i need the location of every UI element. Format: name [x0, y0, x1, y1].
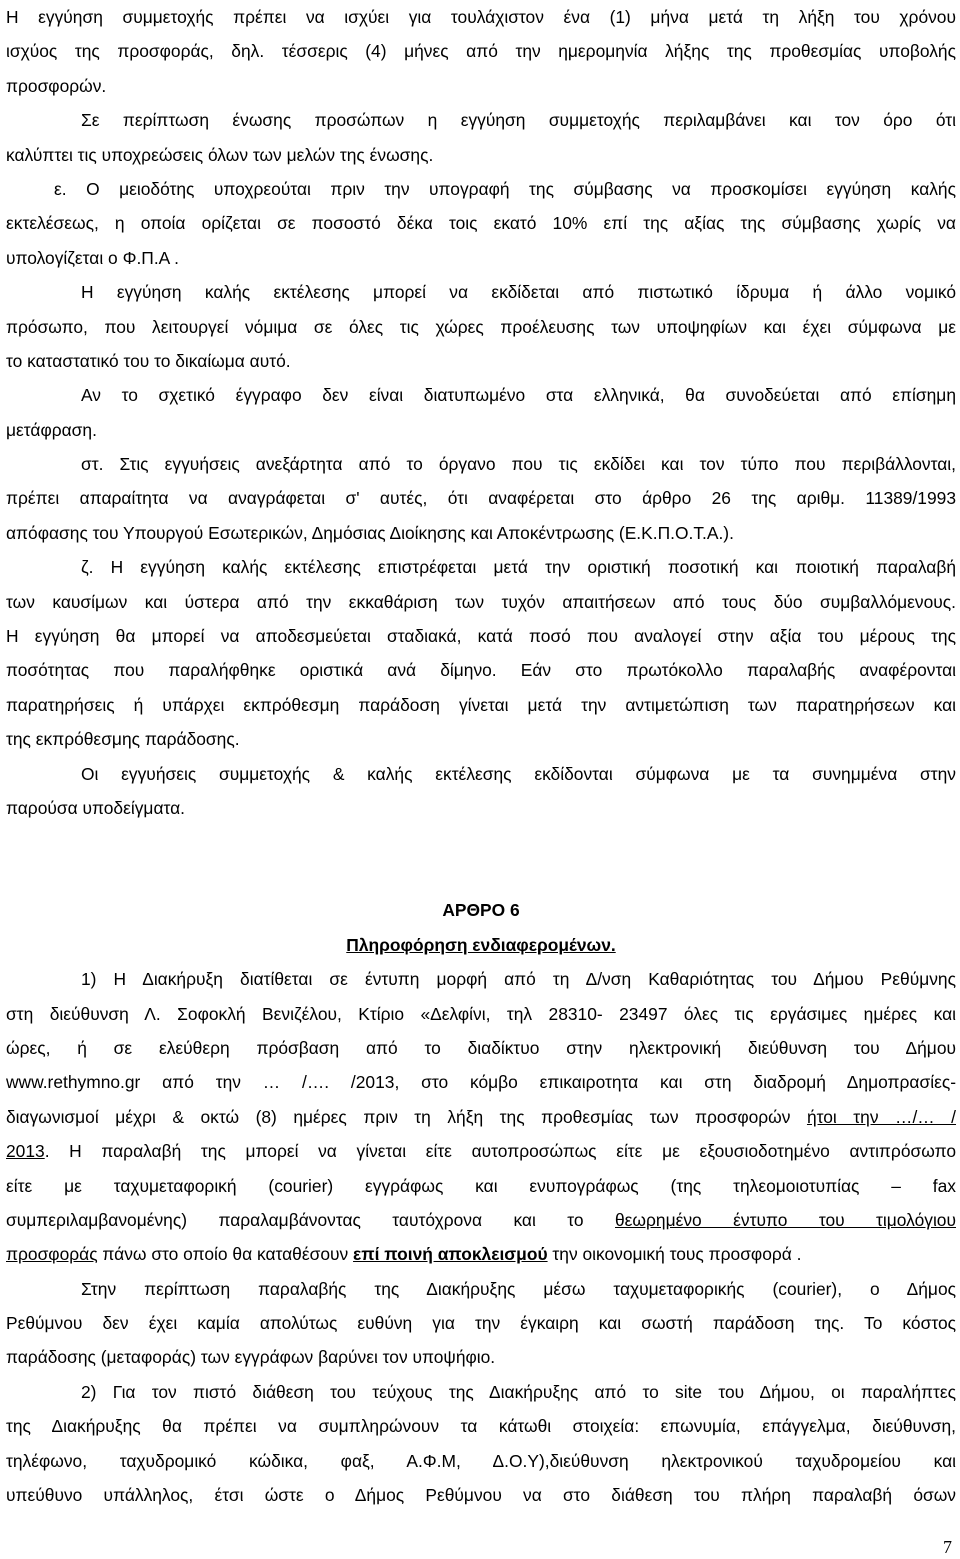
text-line: Σε περίπτωση ένωσης προσώπων η εγγύηση συμμετοχής περιλαμβάνει και τον όρο ότι — [81, 110, 956, 131]
text-line: παρούσα υποδείγματα. — [6, 797, 186, 818]
text-line: προσφορών. — [6, 75, 107, 96]
text-line: Η εγγύηση καλής εκτέλεσης μπορεί να εκδίδεται από πιστωτικό ίδρυμα ή άλλο νομικό — [81, 282, 956, 303]
underlined-form-end: προσφοράς — [6, 1244, 98, 1265]
text-line: πρέπει απαραίτητα να αναγράφεται σ' αυτές, ότι αναφέρεται στο άρθρο 26 της αριθμ. 11389/1993 — [6, 488, 956, 509]
text-line: Οι εγγυήσεις συμμετοχής & καλής εκτέλεσης εκδίδονται σύμφωνα με τα συνημμένα στην — [81, 763, 956, 784]
document-body — [6, 0, 956, 1512]
text-line: ποσότητας που παραλήφθηκε οριστικά ανά δίμηνο. Εάν στο πρωτόκολλο παραλαβής αναφέρονται — [6, 660, 956, 681]
top-paragraphs — [6, 0, 956, 825]
text-segment: . Η παραλαβή της μπορεί να γίνεται είτε αυτοπροσώπως είτε με εξουσιοδοτημένο αντιπρόσωπο — [44, 1141, 956, 1162]
text-line: Ρεθύμνου δεν έχει καμία απολύτως ευθύνη για την έγκαιρη και σωστή παράδοση της. Το κόστος — [6, 1313, 956, 1334]
article-heading: ΑΡΘΡΟ 6 — [442, 900, 520, 921]
text-line: εκτελέσεως, η οποία ορίζεται σε ποσοστό δέκα τοις εκατό 10% επί της αξίας της σύμβασης χωρίς να — [6, 213, 956, 234]
text-line: υπολογίζεται ο Φ.Π.Α . — [6, 247, 179, 268]
text-line — [6, 1203, 956, 1237]
text-segment: διαγωνισμοί μέχρι & οκτώ (8) ημέρες πριν τη λήξη της προθεσμίας των προσφορών — [6, 1106, 807, 1127]
text-line: απόφασης του Υπουργού Εσωτερικών, Δημόσιας Διοίκησης και Αποκέντρωσης (Ε.Κ.Π.Ο.Τ.Α.). — [6, 522, 734, 543]
text-line: παράδοσης (μεταφοράς) των εγγράφων βαρύνει τον υποψήφιο. — [6, 1347, 496, 1368]
text-line: υπεύθυνο υπάλληλος, έτσι ώστε ο Δήμος Ρεθύμνου να στο διάθεση του πλήρη παραλαβή όσων — [6, 1485, 956, 1506]
page-number: 7 — [943, 1537, 952, 1557]
text-line: στ. Στις εγγυήσεις ανεξάρτητα από το όργανο που τις εκδίδει και τον τύπο που περιβάλλονται, — [81, 454, 956, 475]
underlined-date: ήτοι την …/… / — [806, 1106, 957, 1127]
text-line: της εκπρόθεσμης παράδοσης. — [6, 729, 240, 750]
text-line — [6, 1134, 956, 1168]
text-line: είτε με ταχυμεταφορική (courier) εγγράφως και ενυπογράφως (της τηλεομοιοτυπίας – fax — [6, 1175, 956, 1196]
text-line: Η εγγύηση συμμετοχής πρέπει να ισχύει για τουλάχιστον ένα (1) μήνα μετά τη λήξη του χρόνου — [6, 7, 956, 27]
text-segment: πάνω στο οποίο θα καταθέσουν — [97, 1244, 354, 1265]
text-line: ε. Ο μειοδότης υποχρεούται πριν την υπογραφή της σύμβασης να προσκομίσει εγγύηση καλής — [54, 178, 956, 199]
text-line: της Διακήρυξης θα πρέπει να συμπληρώνουν τα κάτωθι στοιχεία: επωνυμία, επάγγελμα, διεύθυνση, — [6, 1416, 956, 1437]
section-spacer — [6, 825, 956, 893]
text-line: παρατηρήσεις ή υπάρχει εκπρόθεσμη παράδοση γίνεται μετά την αντιμετώπιση των παρατηρήσεων και — [6, 694, 956, 715]
text-line: ζ. Η εγγύηση καλής εκτέλεσης επιστρέφεται μετά την οριστική ποσοτική και ποιοτική παραλαβή — [81, 557, 956, 578]
text-line: το καταστατικό του το δικαίωμα αυτό. — [6, 350, 291, 371]
text-line — [6, 1237, 956, 1271]
text-line: πρόσωπο, που λειτουργεί νόμιμα σε όλες τις χώρες προέλευσης των υποψηφίων και έχει σύμφωνα με — [6, 316, 956, 337]
text-segment: συμπεριλαμβανομένης) παραλαμβάνοντας ταυτόχρονα και το — [6, 1209, 615, 1230]
text-line: καλύπτει τις υποχρεώσεις όλων των μελών της ένωσης. — [6, 144, 434, 165]
text-line: 1) Η Διακήρυξη διατίθεται σε έντυπη μορφή από τη Δ/νση Καθαριότητας του Δήμου Ρεθύμνης — [81, 969, 956, 990]
underlined-year: 2013 — [6, 1141, 45, 1162]
text-line: των καυσίμων και ύστερα από την εκκαθάριση των τυχόν απαιτήσεων από τους δύο συμβαλλόμενους. — [6, 591, 956, 612]
text-line: ισχύος της προσφοράς, δηλ. τέσσερις (4) μήνες από την ημερομηνία λήξης της προθεσμίας υποβολής — [6, 41, 956, 62]
text-line: ώρες, ή σε ελεύθερη πρόσβαση από το διαδίκτυο στην ηλεκτρονική διεύθυνση του Δήμου — [6, 1037, 956, 1058]
text-line: τηλέφωνο, ταχυδρομικό κώδικα, φαξ, Α.Φ.Μ, Δ.Ο.Υ),διεύθυνση ηλεκτρονικού ταχυδρομείου και — [6, 1450, 956, 1471]
text-line: μετάφραση. — [6, 419, 97, 440]
text-line: 2) Για τον πιστό διάθεση του τεύχους της Διακήρυξης από το site του Δήμου, οι παραλήπτες — [81, 1381, 956, 1402]
exclusion-penalty: επί ποινή αποκλεισμού — [353, 1244, 548, 1265]
text-line: Αν το σχετικό έγγραφο δεν είναι διατυπωμένο στα ελληνικά, θα συνοδεύεται από επίσημη — [81, 385, 956, 406]
text-line: www.rethymno.gr από την … /…. /2013, στο κόμβο επικαιροτητα και στη διαδρομή Δημοπρασίες- — [6, 1072, 956, 1093]
article-subheading: Πληροφόρηση ενδιαφερομένων. — [346, 934, 616, 955]
text-line: στη διεύθυνση Λ. Σοφοκλή Βενιζέλου, Κτίριο «Δελφίνι, τηλ 28310- 23497 όλες τις εργάσιμες ημέρες και — [6, 1003, 956, 1024]
text-line: Η εγγύηση θα μπορεί να αποδεσμεύεται σταδιακά, κατά ποσό που αναλογεί στην αξία του μέρους της — [6, 626, 956, 647]
underlined-form: θεωρημένο έντυπο του τιμολόγιου — [615, 1209, 956, 1230]
text-line: Στην περίπτωση παραλαβής της Διακήρυξης μέσω ταχυμεταφορικής (courier), ο Δήμος — [81, 1278, 956, 1299]
text-segment: την οικονομική τους προσφορά . — [547, 1244, 802, 1265]
text-line — [6, 1100, 956, 1134]
